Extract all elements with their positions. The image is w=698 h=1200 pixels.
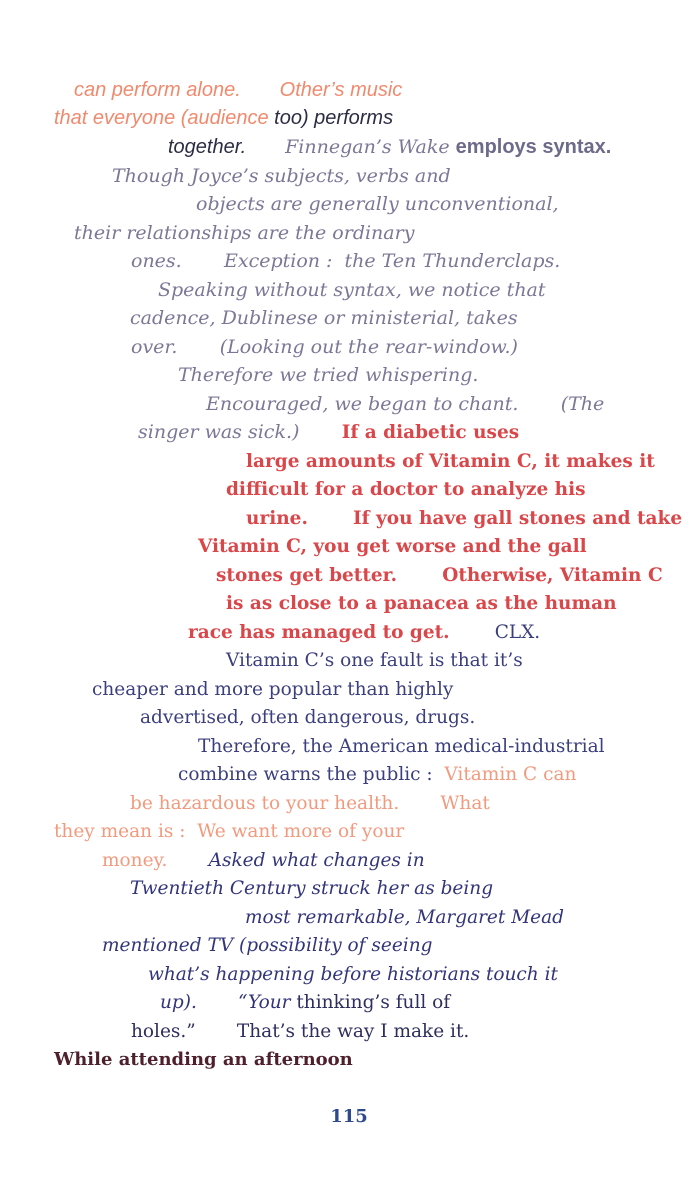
- text-segment: together.: [168, 136, 247, 158]
- text-line: [198, 534, 587, 559]
- text-segment: [246, 136, 285, 158]
- text-segment: Vitamin C, you get worse and the gall: [198, 536, 587, 557]
- text-line: [54, 106, 393, 130]
- text-segment: combine warns the public :: [178, 764, 445, 785]
- text-line: [131, 1019, 469, 1044]
- text-segment: stones get better. Otherwise, Vitamin C: [216, 565, 663, 586]
- text-line: [112, 164, 451, 188]
- text-line: [216, 563, 663, 588]
- text-line: [102, 848, 425, 873]
- text-line: [138, 420, 519, 445]
- text-line: [226, 648, 523, 673]
- text-segment: Therefore, the American medical-industrial: [198, 736, 605, 757]
- text-segment: what’s happening before historians touch it: [148, 964, 558, 985]
- text-line: [226, 477, 586, 502]
- text-segment: most remarkable, Margaret Mead: [245, 907, 564, 928]
- text-segment: employs syntax.: [455, 136, 612, 158]
- text-segment: too) performs: [274, 107, 394, 129]
- text-segment: Encouraged, we began to chant. (The: [206, 393, 605, 415]
- text-segment: CLX.: [494, 622, 541, 643]
- text-segment: urine. If you have gall stones and take: [246, 508, 683, 529]
- text-line: [92, 677, 453, 702]
- text-segment: Asked what changes in: [208, 850, 425, 871]
- text-segment: up). “Your: [160, 992, 297, 1013]
- text-line: [102, 933, 432, 958]
- text-line: [130, 876, 493, 901]
- text-segment: Other’s music: [279, 79, 403, 101]
- text-segment: ones. Exception : the Ten Thunderclaps.: [131, 250, 561, 272]
- text-line: [74, 221, 414, 245]
- text-segment: money.: [102, 850, 209, 871]
- text-line: [245, 905, 564, 930]
- text-segment: be hazardous to your health. What: [130, 793, 490, 814]
- text-segment: [241, 79, 280, 101]
- text-line: [246, 506, 682, 531]
- text-line: [140, 705, 475, 730]
- text-segment: can perform alone.: [74, 79, 241, 101]
- text-line: [131, 249, 560, 273]
- text-segment: Speaking without syntax, we notice that: [158, 279, 546, 301]
- text-segment: cheaper and more popular than highly: [92, 679, 454, 700]
- text-line: [148, 962, 558, 987]
- text-segment: Though Joyce’s subjects, verbs and: [112, 165, 451, 187]
- text-segment: large amounts of Vitamin C, it makes it: [246, 451, 655, 472]
- page-number: 115: [330, 1106, 368, 1127]
- text-segment: Vitamin C’s one fault is that it’s: [226, 650, 523, 671]
- text-segment: Finnegan’s Wake: [285, 136, 456, 158]
- text-segment: While attending an afternoon: [54, 1049, 353, 1070]
- text-line: [178, 762, 576, 787]
- text-line: [74, 78, 402, 102]
- text-line: [130, 791, 490, 816]
- text-segment: that everyone (audience: [54, 107, 275, 129]
- text-segment: thinking’s full of: [296, 992, 451, 1013]
- text-segment: over. (Looking out the rear-window.): [131, 336, 518, 358]
- text-line: [206, 392, 604, 416]
- text-line: [246, 449, 655, 474]
- text-line: [54, 819, 404, 844]
- text-line: [196, 192, 559, 216]
- text-segment: difficult for a doctor to analyze his: [226, 479, 586, 500]
- text-segment: Therefore we tried whispering.: [178, 364, 479, 386]
- text-segment: singer was sick.): [138, 421, 342, 443]
- text-line: [178, 363, 478, 387]
- text-line: [160, 990, 450, 1015]
- text-segment: Twentieth Century struck her as being: [130, 878, 494, 899]
- text-segment: If a diabetic uses: [341, 422, 520, 443]
- text-line: [198, 734, 605, 759]
- text-segment: is as close to a panacea as the human: [226, 593, 617, 614]
- text-segment: Vitamin C can: [444, 764, 577, 785]
- text-segment: they mean is : We want more of your: [54, 821, 405, 842]
- text-line: [130, 306, 518, 330]
- text-segment: holes.” That’s the way I make it.: [131, 1021, 470, 1042]
- text-segment: race has managed to get.: [188, 622, 495, 643]
- text-segment: mentioned TV (possibility of seeing: [102, 935, 433, 956]
- text-line: [168, 135, 611, 159]
- text-segment: advertised, often dangerous, drugs.: [140, 707, 476, 728]
- text-segment: objects are generally unconventional,: [196, 193, 559, 215]
- text-line: [54, 1047, 353, 1072]
- text-segment: their relationships are the ordinary: [74, 222, 415, 244]
- text-line: [188, 620, 540, 645]
- text-line: [131, 335, 518, 359]
- text-segment: cadence, Dublinese or ministerial, takes: [130, 307, 518, 329]
- text-line: [158, 278, 546, 302]
- text-line: [226, 591, 617, 616]
